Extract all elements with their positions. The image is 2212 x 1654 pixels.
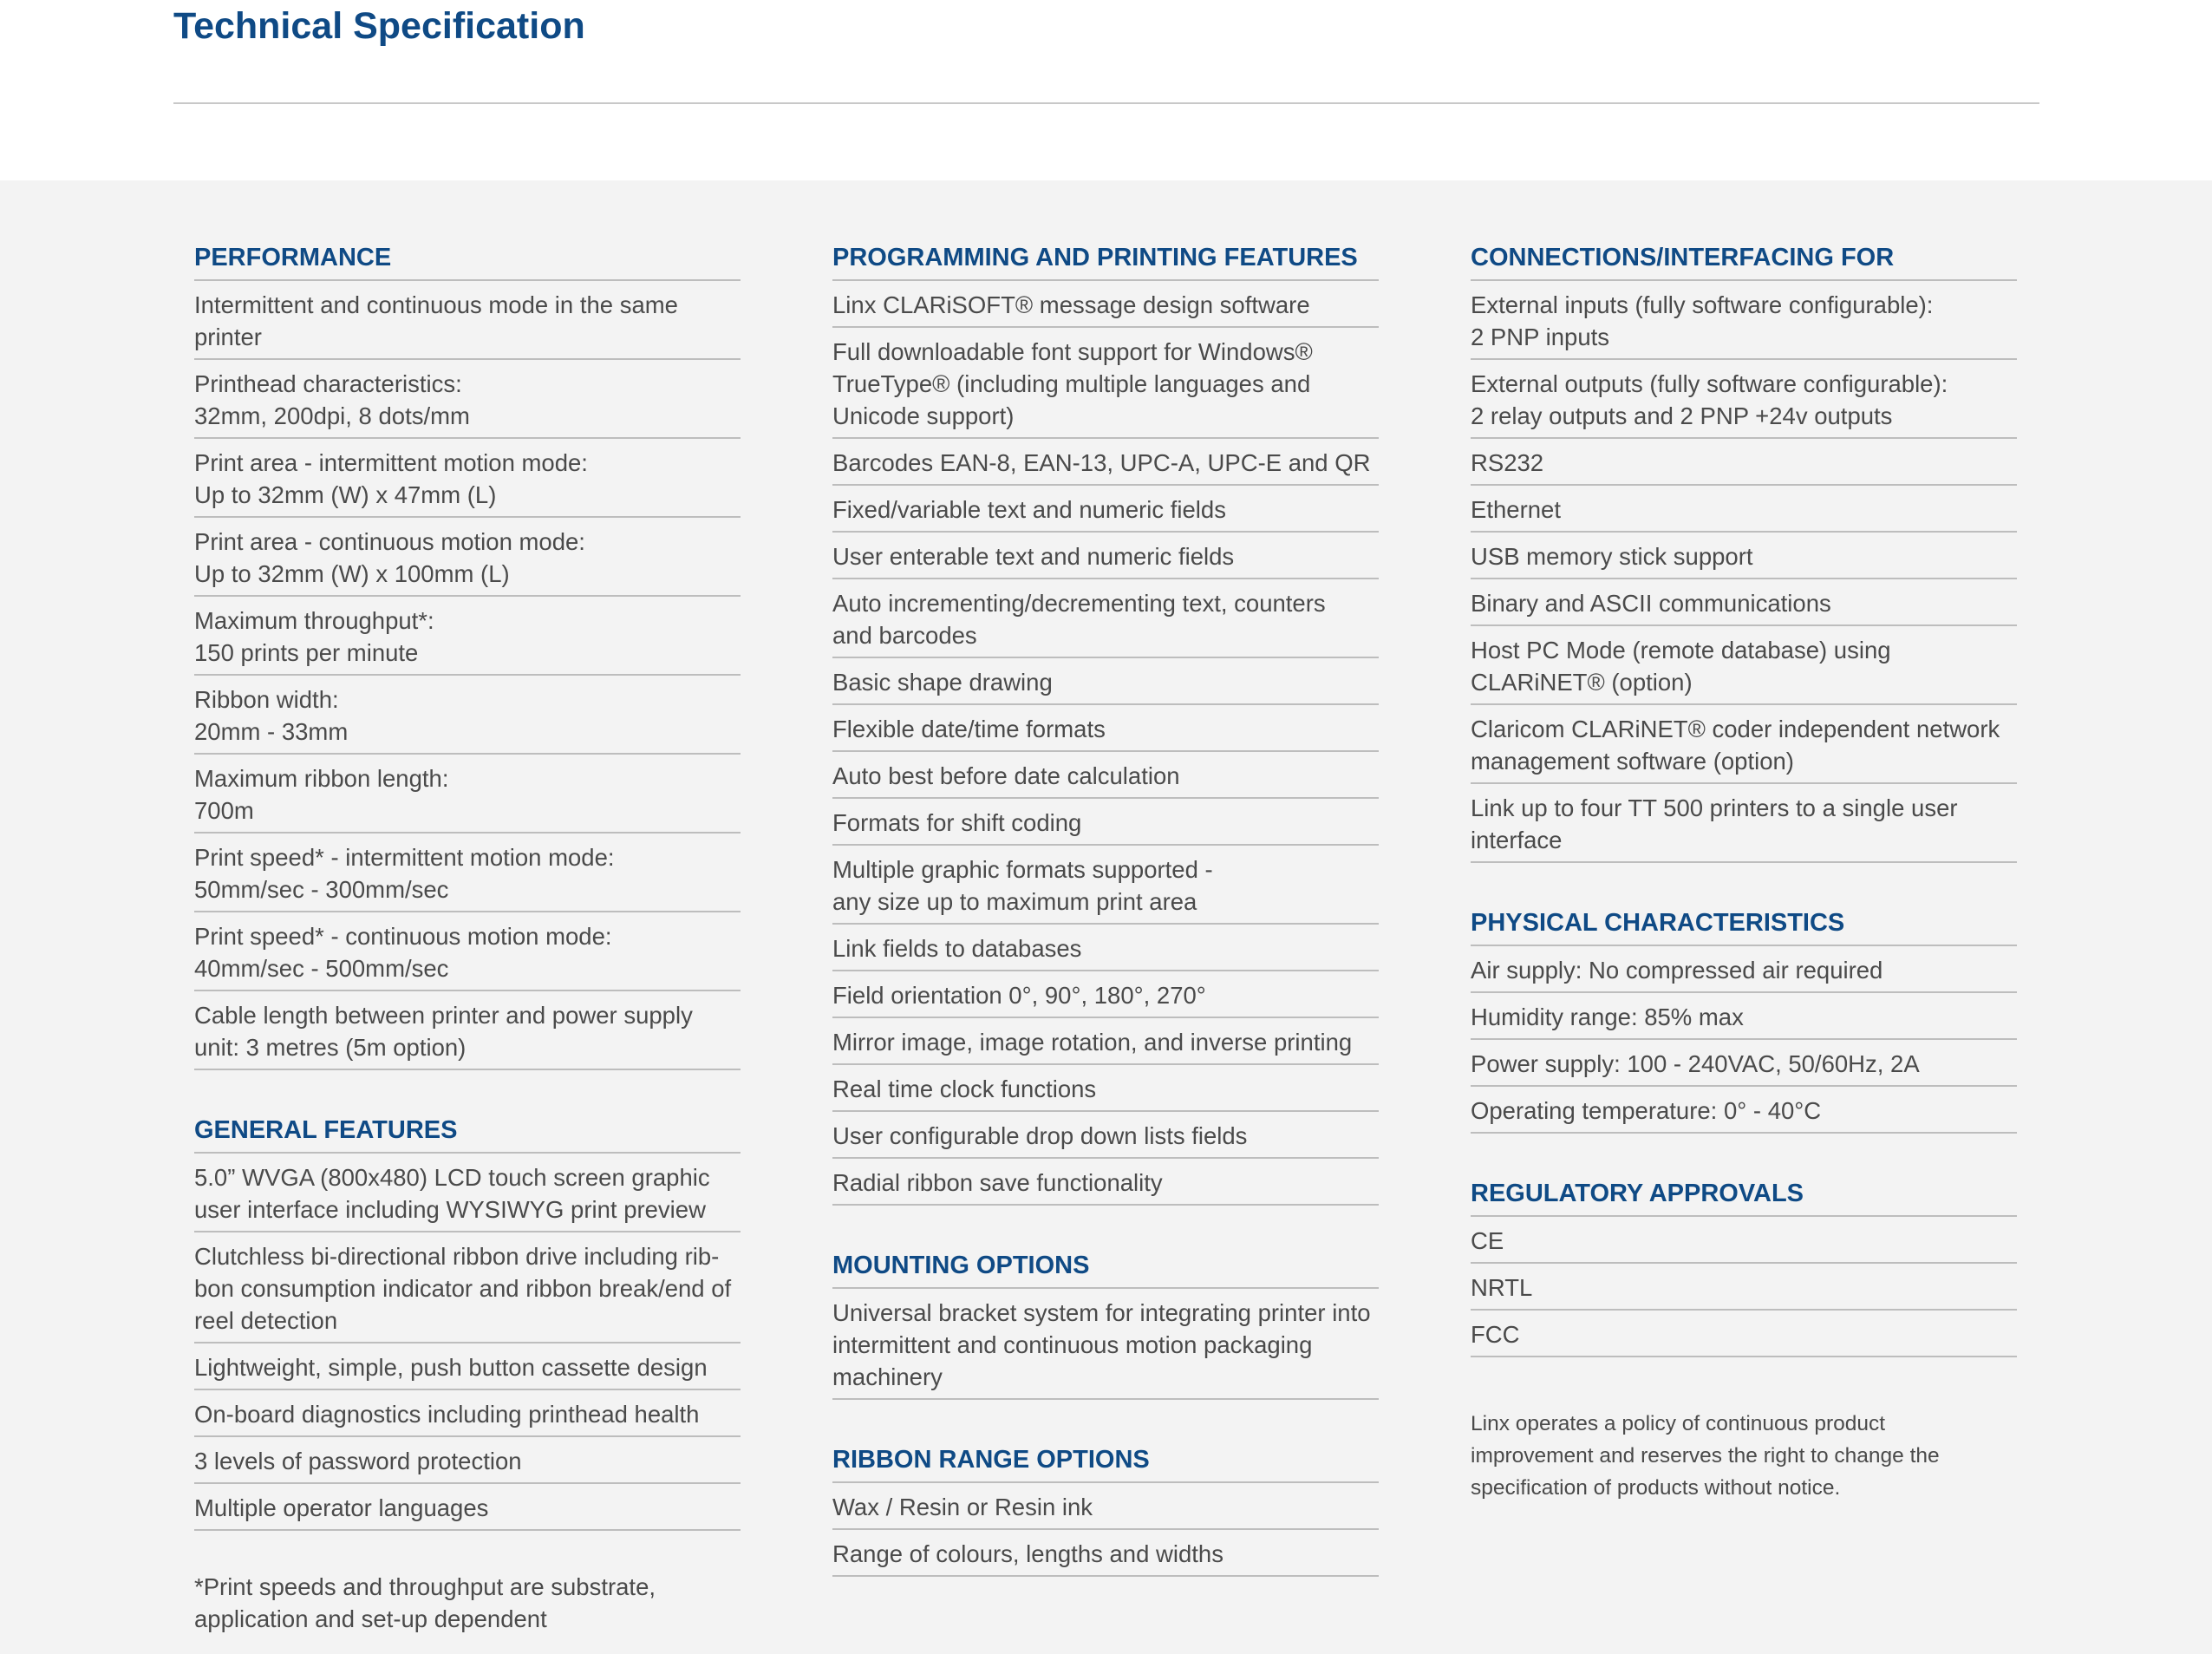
- spec-section-mounting-options: [832, 1249, 1379, 1400]
- spec-item: Basic shape drawing: [832, 658, 1379, 705]
- spec-item: Air supply: No compressed air required: [1471, 946, 2017, 993]
- spec-item: Linx CLARiSOFT® message design software: [832, 281, 1379, 328]
- spec-list: [1471, 946, 2017, 1134]
- spec-item: 3 levels of password protection: [194, 1437, 741, 1484]
- spec-item: Ethernet: [1471, 486, 2017, 533]
- spec-item: External inputs (fully software configurable): 2 PNP inputs: [1471, 281, 2017, 360]
- spec-item: Universal bracket system for integrating printer into intermittent and continuous motion packaging machinery: [832, 1289, 1379, 1400]
- spec-section-general-features: [194, 1114, 741, 1531]
- section-heading: PROGRAMMING AND PRINTING FEATURES: [832, 241, 1379, 281]
- spec-item: Binary and ASCII communications: [1471, 579, 2017, 626]
- specification-panel: [0, 180, 2212, 1654]
- spec-list: [1471, 1217, 2017, 1357]
- spec-item: Field orientation 0°, 90°, 180°, 270°: [832, 971, 1379, 1018]
- section-heading: PHYSICAL CHARACTERISTICS: [1471, 906, 2017, 946]
- section-heading: PERFORMANCE: [194, 241, 741, 281]
- section-heading: GENERAL FEATURES: [194, 1114, 741, 1154]
- spec-item: Lightweight, simple, push button cassette design: [194, 1343, 741, 1390]
- title-divider: [173, 102, 2039, 104]
- spec-item: Multiple operator languages: [194, 1484, 741, 1531]
- spec-item: Multiple graphic formats supported - any size up to maximum print area: [832, 846, 1379, 925]
- spec-item: Print speed* - intermittent motion mode: 50mm/sec - 300mm/sec: [194, 834, 741, 912]
- spec-item: NRTL: [1471, 1264, 2017, 1311]
- spec-list: [1471, 281, 2017, 863]
- spec-item: Formats for shift coding: [832, 799, 1379, 846]
- spec-item: Range of colours, lengths and widths: [832, 1530, 1379, 1577]
- spec-item: Flexible date/time formats: [832, 705, 1379, 752]
- spec-item: Real time clock functions: [832, 1065, 1379, 1112]
- spec-item: Full downloadable font support for Windows® TrueType® (including multiple languages and Unicode support): [832, 328, 1379, 439]
- spec-item: Maximum throughput*: 150 prints per minute: [194, 597, 741, 676]
- spec-item: Fixed/variable text and numeric fields: [832, 486, 1379, 533]
- spec-item: Humidity range: 85% max: [1471, 993, 2017, 1040]
- spec-item: Claricom CLARiNET® coder independent network management software (option): [1471, 705, 2017, 784]
- spec-item: Link up to four TT 500 printers to a single user interface: [1471, 784, 2017, 863]
- spec-list: [194, 281, 741, 1070]
- footnote: *Print speeds and throughput are substrate, application and set-up dependent: [194, 1573, 656, 1632]
- spec-item: Wax / Resin or Resin ink: [832, 1483, 1379, 1530]
- spec-section-ribbon-range-options: [832, 1443, 1379, 1577]
- spec-section-connections-interfacing-for: [1471, 241, 2017, 863]
- spec-item: CE: [1471, 1217, 2017, 1264]
- section-heading: MOUNTING OPTIONS: [832, 1249, 1379, 1289]
- spec-section-performance: [194, 241, 741, 1070]
- spec-item: Power supply: 100 - 240VAC, 50/60Hz, 2A: [1471, 1040, 2017, 1087]
- spec-item: Maximum ribbon length: 700m: [194, 755, 741, 834]
- spec-item: On-board diagnostics including printhead health: [194, 1390, 741, 1437]
- spec-section-programming-and-printing-features: [832, 241, 1379, 1206]
- spec-item: User configurable drop down lists fields: [832, 1112, 1379, 1159]
- spec-column-1: [194, 241, 741, 1635]
- spec-list: [832, 1289, 1379, 1400]
- section-heading: CONNECTIONS/INTERFACING FOR: [1471, 241, 2017, 281]
- spec-item: Host PC Mode (remote database) using CLARiNET® (option): [1471, 626, 2017, 705]
- spec-item: Link fields to databases: [832, 925, 1379, 971]
- spec-section-physical-characteristics: [1471, 906, 2017, 1134]
- spec-item: Auto incrementing/decrementing text, counters and barcodes: [832, 579, 1379, 658]
- spec-item: RS232: [1471, 439, 2017, 486]
- spec-item: Radial ribbon save functionality: [832, 1159, 1379, 1206]
- spec-item: Clutchless bi-directional ribbon drive including rib- bon consumption indicator and ribbon break/end of reel detection: [194, 1232, 741, 1343]
- spec-item: USB memory stick support: [1471, 533, 2017, 579]
- spec-item: Auto best before date calculation: [832, 752, 1379, 799]
- disclaimer-note: Linx operates a policy of continuous product improvement and reserves the right to change the specification of products without notice.: [1471, 1412, 1940, 1500]
- spec-list: [832, 1483, 1379, 1577]
- spec-item: FCC: [1471, 1311, 2017, 1357]
- spec-item: Cable length between printer and power supply unit: 3 metres (5m option): [194, 991, 741, 1070]
- spec-item: Mirror image, image rotation, and inverse printing: [832, 1018, 1379, 1065]
- spec-item: Operating temperature: 0° - 40°C: [1471, 1087, 2017, 1134]
- spec-section-regulatory-approvals: [1471, 1177, 2017, 1357]
- spec-item: External outputs (fully software configurable): 2 relay outputs and 2 PNP +24v outputs: [1471, 360, 2017, 439]
- spec-item: Ribbon width: 20mm - 33mm: [194, 676, 741, 755]
- section-heading: REGULATORY APPROVALS: [1471, 1177, 2017, 1217]
- spec-item: Print area - intermittent motion mode: Up to 32mm (W) x 47mm (L): [194, 439, 741, 518]
- spec-item: Printhead characteristics: 32mm, 200dpi, 8 dots/mm: [194, 360, 741, 439]
- spec-list: [832, 281, 1379, 1206]
- section-heading: RIBBON RANGE OPTIONS: [832, 1443, 1379, 1483]
- spec-item: User enterable text and numeric fields: [832, 533, 1379, 579]
- spec-item: Barcodes EAN-8, EAN-13, UPC-A, UPC-E and QR: [832, 439, 1379, 486]
- spec-column-2: [832, 241, 1379, 1577]
- page-title: Technical Specification: [173, 5, 585, 47]
- spec-item: Intermittent and continuous mode in the same printer: [194, 281, 741, 360]
- spec-item: Print area - continuous motion mode: Up to 32mm (W) x 100mm (L): [194, 518, 741, 597]
- spec-column-3: [1471, 241, 2017, 1504]
- spec-list: [194, 1154, 741, 1531]
- spec-item: 5.0” WVGA (800x480) LCD touch screen graphic user interface including WYSIWYG print preview: [194, 1154, 741, 1232]
- spec-item: Print speed* - continuous motion mode: 40mm/sec - 500mm/sec: [194, 912, 741, 991]
